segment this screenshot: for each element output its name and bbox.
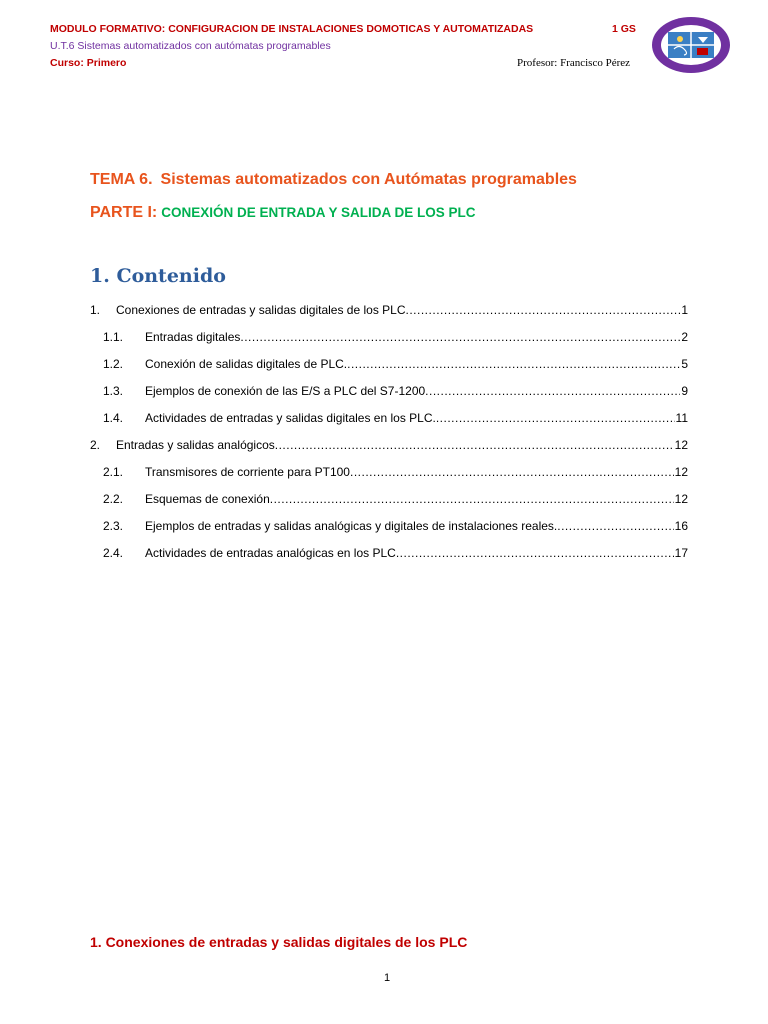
- toc-entry-page: 2: [681, 329, 688, 344]
- page-number: 1: [384, 972, 391, 984]
- table-of-contents: [90, 296, 688, 566]
- tema-text: Sistemas automatizados con Autómatas programables: [160, 171, 577, 188]
- toc-entry-number: 2.3.: [103, 518, 124, 533]
- toc-entry-text[interactable]: Actividades de entradas analógicas en los PLC: [145, 545, 396, 560]
- parte-title: [90, 204, 476, 222]
- toc-entry-text[interactable]: Entradas digitales: [145, 329, 241, 344]
- toc-entry-text[interactable]: Conexión de salidas digitales de PLC.: [145, 356, 348, 371]
- toc-dot-leader: [425, 384, 680, 398]
- toc-entry[interactable]: [90, 323, 688, 350]
- toc-dot-leader: [270, 492, 674, 506]
- toc-entry-text[interactable]: Actividades de entradas y salidas digitales en los PLC.: [145, 410, 436, 425]
- school-logo: [650, 15, 732, 75]
- toc-dot-leader: [350, 465, 674, 479]
- toc-entry[interactable]: [90, 296, 688, 323]
- toc-entry-number: 2.: [90, 437, 101, 452]
- toc-entry-page: 9: [681, 383, 688, 398]
- tema-title: [90, 171, 577, 189]
- tema-number: TEMA 6.: [90, 171, 153, 188]
- toc-entry[interactable]: [90, 539, 688, 566]
- toc-entry[interactable]: [90, 485, 688, 512]
- toc-entry-text[interactable]: Ejemplos de entradas y salidas analógicas y digitales de instalaciones reales.: [145, 518, 558, 533]
- toc-dot-leader: [436, 411, 675, 425]
- toc-entry-number: 1.4.: [103, 410, 124, 425]
- toc-entry[interactable]: [90, 377, 688, 404]
- unit-title: U.T.6 Sistemas automatizados con autómatas programables: [50, 40, 331, 52]
- toc-entry-text[interactable]: Esquemas de conexión: [145, 491, 270, 506]
- toc-entry[interactable]: [90, 458, 688, 485]
- toc-entry-page: 12: [674, 491, 688, 506]
- toc-entry-page: 12: [674, 437, 688, 452]
- toc-dot-leader: [406, 303, 681, 317]
- teacher-label: Profesor: Francisco Pérez: [517, 57, 631, 69]
- toc-entry-number: 2.2.: [103, 491, 124, 506]
- toc-entry-page: 12: [674, 464, 688, 479]
- toc-dot-leader: [396, 546, 674, 560]
- toc-entry-page: 16: [674, 518, 688, 533]
- toc-entry-page: 17: [674, 545, 688, 560]
- section-title: 1. Conexiones de entradas y salidas digitales de los PLC: [90, 934, 468, 950]
- parte-text: CONEXIÓN DE ENTRADA Y SALIDA DE LOS PLC: [161, 205, 476, 220]
- module-title: MODULO FORMATIVO: CONFIGURACION DE INSTALACIONES DOMOTICAS Y AUTOMATIZADAS: [50, 23, 534, 35]
- toc-entry-text[interactable]: Transmisores de corriente para PT100: [145, 464, 350, 479]
- toc-entry-page: 5: [681, 356, 688, 371]
- toc-entry[interactable]: [90, 404, 688, 431]
- toc-entry-number: 2.1.: [103, 464, 124, 479]
- toc-dot-leader: [275, 438, 674, 452]
- toc-entry[interactable]: [90, 350, 688, 377]
- toc-entry-number: 1.: [90, 302, 101, 317]
- toc-entry-page: 11: [675, 410, 688, 425]
- toc-entry-text[interactable]: Ejemplos de conexión de las E/S a PLC del S7-1200: [145, 383, 426, 398]
- toc-entry[interactable]: [90, 431, 688, 458]
- toc-entry-number: 1.2.: [103, 356, 124, 371]
- toc-entry-number: 2.4.: [103, 545, 124, 560]
- toc-entry[interactable]: [90, 512, 688, 539]
- grade-label: 1 GS: [612, 23, 636, 35]
- toc-entry-text[interactable]: Conexiones de entradas y salidas digitales de los PLC: [116, 302, 406, 317]
- toc-entry-number: 1.1.: [103, 329, 124, 344]
- course-label: Curso: Primero: [50, 57, 127, 69]
- toc-dot-leader: [557, 519, 673, 533]
- toc-dot-leader: [347, 357, 680, 371]
- contents-heading: 1. Contenido: [90, 265, 226, 287]
- toc-entry-text[interactable]: Entradas y salidas analógicos: [116, 437, 275, 452]
- toc-entry-page: 1: [681, 302, 688, 317]
- toc-dot-leader: [240, 330, 680, 344]
- toc-entry-number: 1.3.: [103, 383, 124, 398]
- parte-label: PARTE I:: [90, 204, 158, 221]
